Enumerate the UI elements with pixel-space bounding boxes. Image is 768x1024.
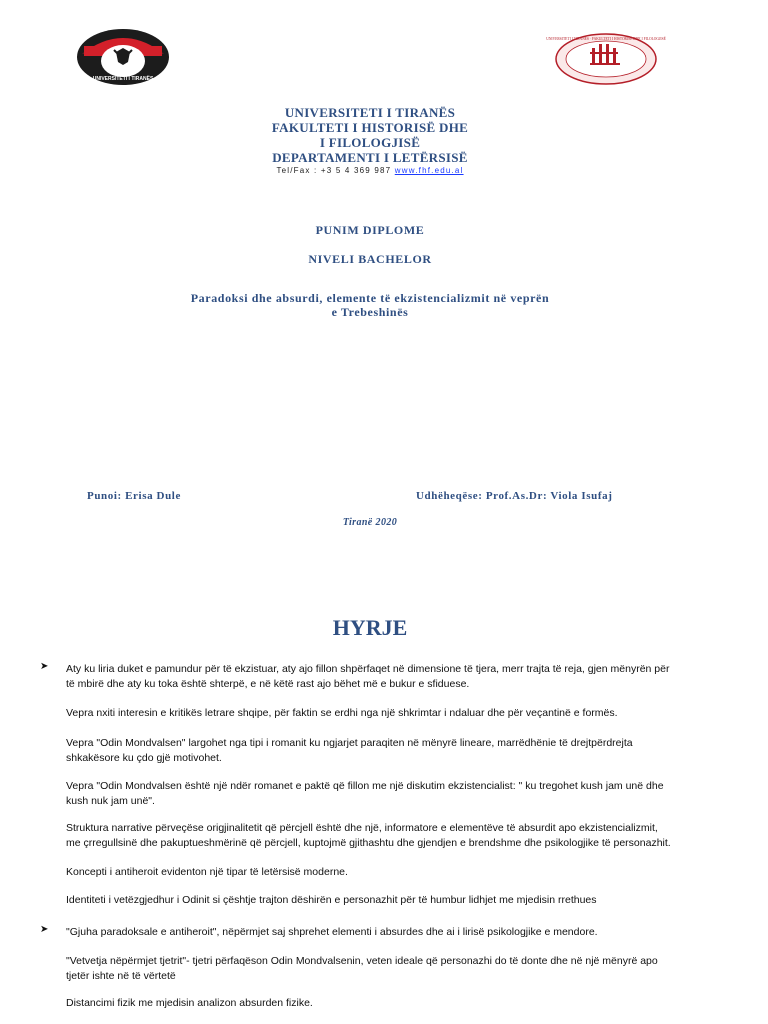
contact-phone: Tel/Fax : +3 5 4 369 987 [276, 166, 392, 175]
paragraph-7-line-1: Identiteti i vetëzgjedhur i Odinit si çështje trajton dëshirën e personazhit për të humbur lidhjet me mjedisin rrethues [66, 894, 597, 906]
website-link[interactable]: www.fhf.edu.al [394, 166, 464, 175]
paragraph-9-line-2: tjetër ishte në të vërtetë [66, 970, 176, 982]
paragraph-8-line-1: "Gjuha paradoksale e antiheroit", nëpërmjet saj shprehet elementi i absurdes dhe ai i lirisë psikologjike e mendore. [66, 926, 598, 938]
paragraph-1-line-2: të mbirë dhe aty ku toka është shterpë, e në këtë rast ajo bëhet më e bukur e sfiduese. [66, 678, 470, 690]
paragraph-2-line-1: Vepra nxiti interesin e kritikës letrare shqipe, për faktin se erdhi nga një shkrimtar i ndaluar dhe për veçantinë e formës. [66, 707, 618, 719]
section-heading: HYRJE [332, 615, 408, 640]
thesis-type: PUNIM DIPLOME [315, 223, 425, 237]
paragraph-5 [66, 821, 671, 851]
paragraph-3-line-2: shkakësore ku çdo gjë motivohet. [66, 752, 222, 764]
thesis-level: NIVELI BACHELOR [308, 252, 432, 266]
paragraph-7 [66, 893, 597, 908]
paragraph-6-line-1: Koncepti i antiheroit evidenton një tipar të letërsisë moderne. [66, 866, 348, 878]
paragraph-4 [66, 779, 664, 809]
faculty-logo-right [546, 32, 666, 86]
paragraph-1-line-1: Aty ku liria duket e pamundur për të ekzistuar, aty ajo fillon shpërfaqet në dimensione të tjera, merr trajta të reja, gjen mënyrën për [66, 663, 670, 675]
thesis-title [0, 291, 740, 319]
thesis-title-line1: Paradoksi dhe absurdi, elemente të ekzistencializmit në veprën [190, 291, 550, 305]
thesis-title-line2: e Trebeshinës [331, 305, 409, 319]
paragraph-9-line-1: "Vetvetja nëpërmjet tjetrit"- tjetri përfaqëson Odin Mondvalsenin, veten ideale që personazhi do të donte dhe në një mënyrë apo [66, 955, 658, 967]
place-year: Tiranë 2020 [342, 517, 398, 528]
bullet-arrow-icon: ➤ [40, 661, 49, 672]
paragraph-2 [66, 706, 618, 721]
department-name: DEPARTAMENTI I LETËRSISË [272, 150, 468, 165]
paragraph-10-line-1: Distancimi fizik me mjedisin analizon absurden fizike. [66, 997, 313, 1009]
university-name: UNIVERSITETI I TIRANËS [284, 105, 456, 120]
paragraph-3-line-1: Vepra "Odin Mondvalsen" largohet nga tipi i romanit ku ngjarjet paraqiten në mënyrë lineare, marrëdhënie të drejtpërdrejta [66, 737, 633, 749]
paragraph-8 [66, 925, 598, 940]
paragraph-6 [66, 865, 348, 880]
paragraph-5-line-1: Struktura narrative përveçëse origjinalitetit që përcjell është dhe një, informatore e elementëve të absurdit apo ekzistencializmit, [66, 822, 658, 834]
paragraph-5-line-2: me çrregullsinë dhe pakuptueshmërinë që përcjell, kuptojmë gjithashtu dhe gjendjen e brendshme dhe psikologjike të personazhit. [66, 837, 671, 849]
author-line: Punoi: Erisa Dule [87, 490, 181, 502]
institution-header [0, 105, 740, 175]
faculty-name-line1: FAKULTETI I HISTORISË DHE [271, 120, 469, 135]
logo-left-text: UNIVERSITETI I TIRANËS [92, 76, 154, 82]
paragraph-4-line-1: Vepra "Odin Mondvalsen është një ndër romanet e paktë që fillon me një diskutim ekzistencialist: " ku tregohet kush jam unë dhe [66, 780, 664, 792]
logo-right-text: UNIVERSITETI I TIRANËS · FAKULTETI I HISTORISË DHE I FILOLOGJISË [546, 37, 666, 41]
university-logo-left [76, 28, 170, 86]
paragraph-9 [66, 954, 658, 984]
paragraph-4-line-2: kush nuk jam unë". [66, 795, 155, 807]
paragraph-3 [66, 736, 633, 766]
faculty-name-line2: I FILOLOGJISË [319, 135, 421, 150]
bullet-arrow-icon: ➤ [40, 924, 49, 935]
paragraph-10 [66, 996, 313, 1011]
paragraph-1 [66, 662, 669, 692]
contact-line [0, 166, 740, 175]
supervisor-line: Udhëheqëse: Prof.As.Dr: Viola Isufaj [416, 490, 613, 502]
